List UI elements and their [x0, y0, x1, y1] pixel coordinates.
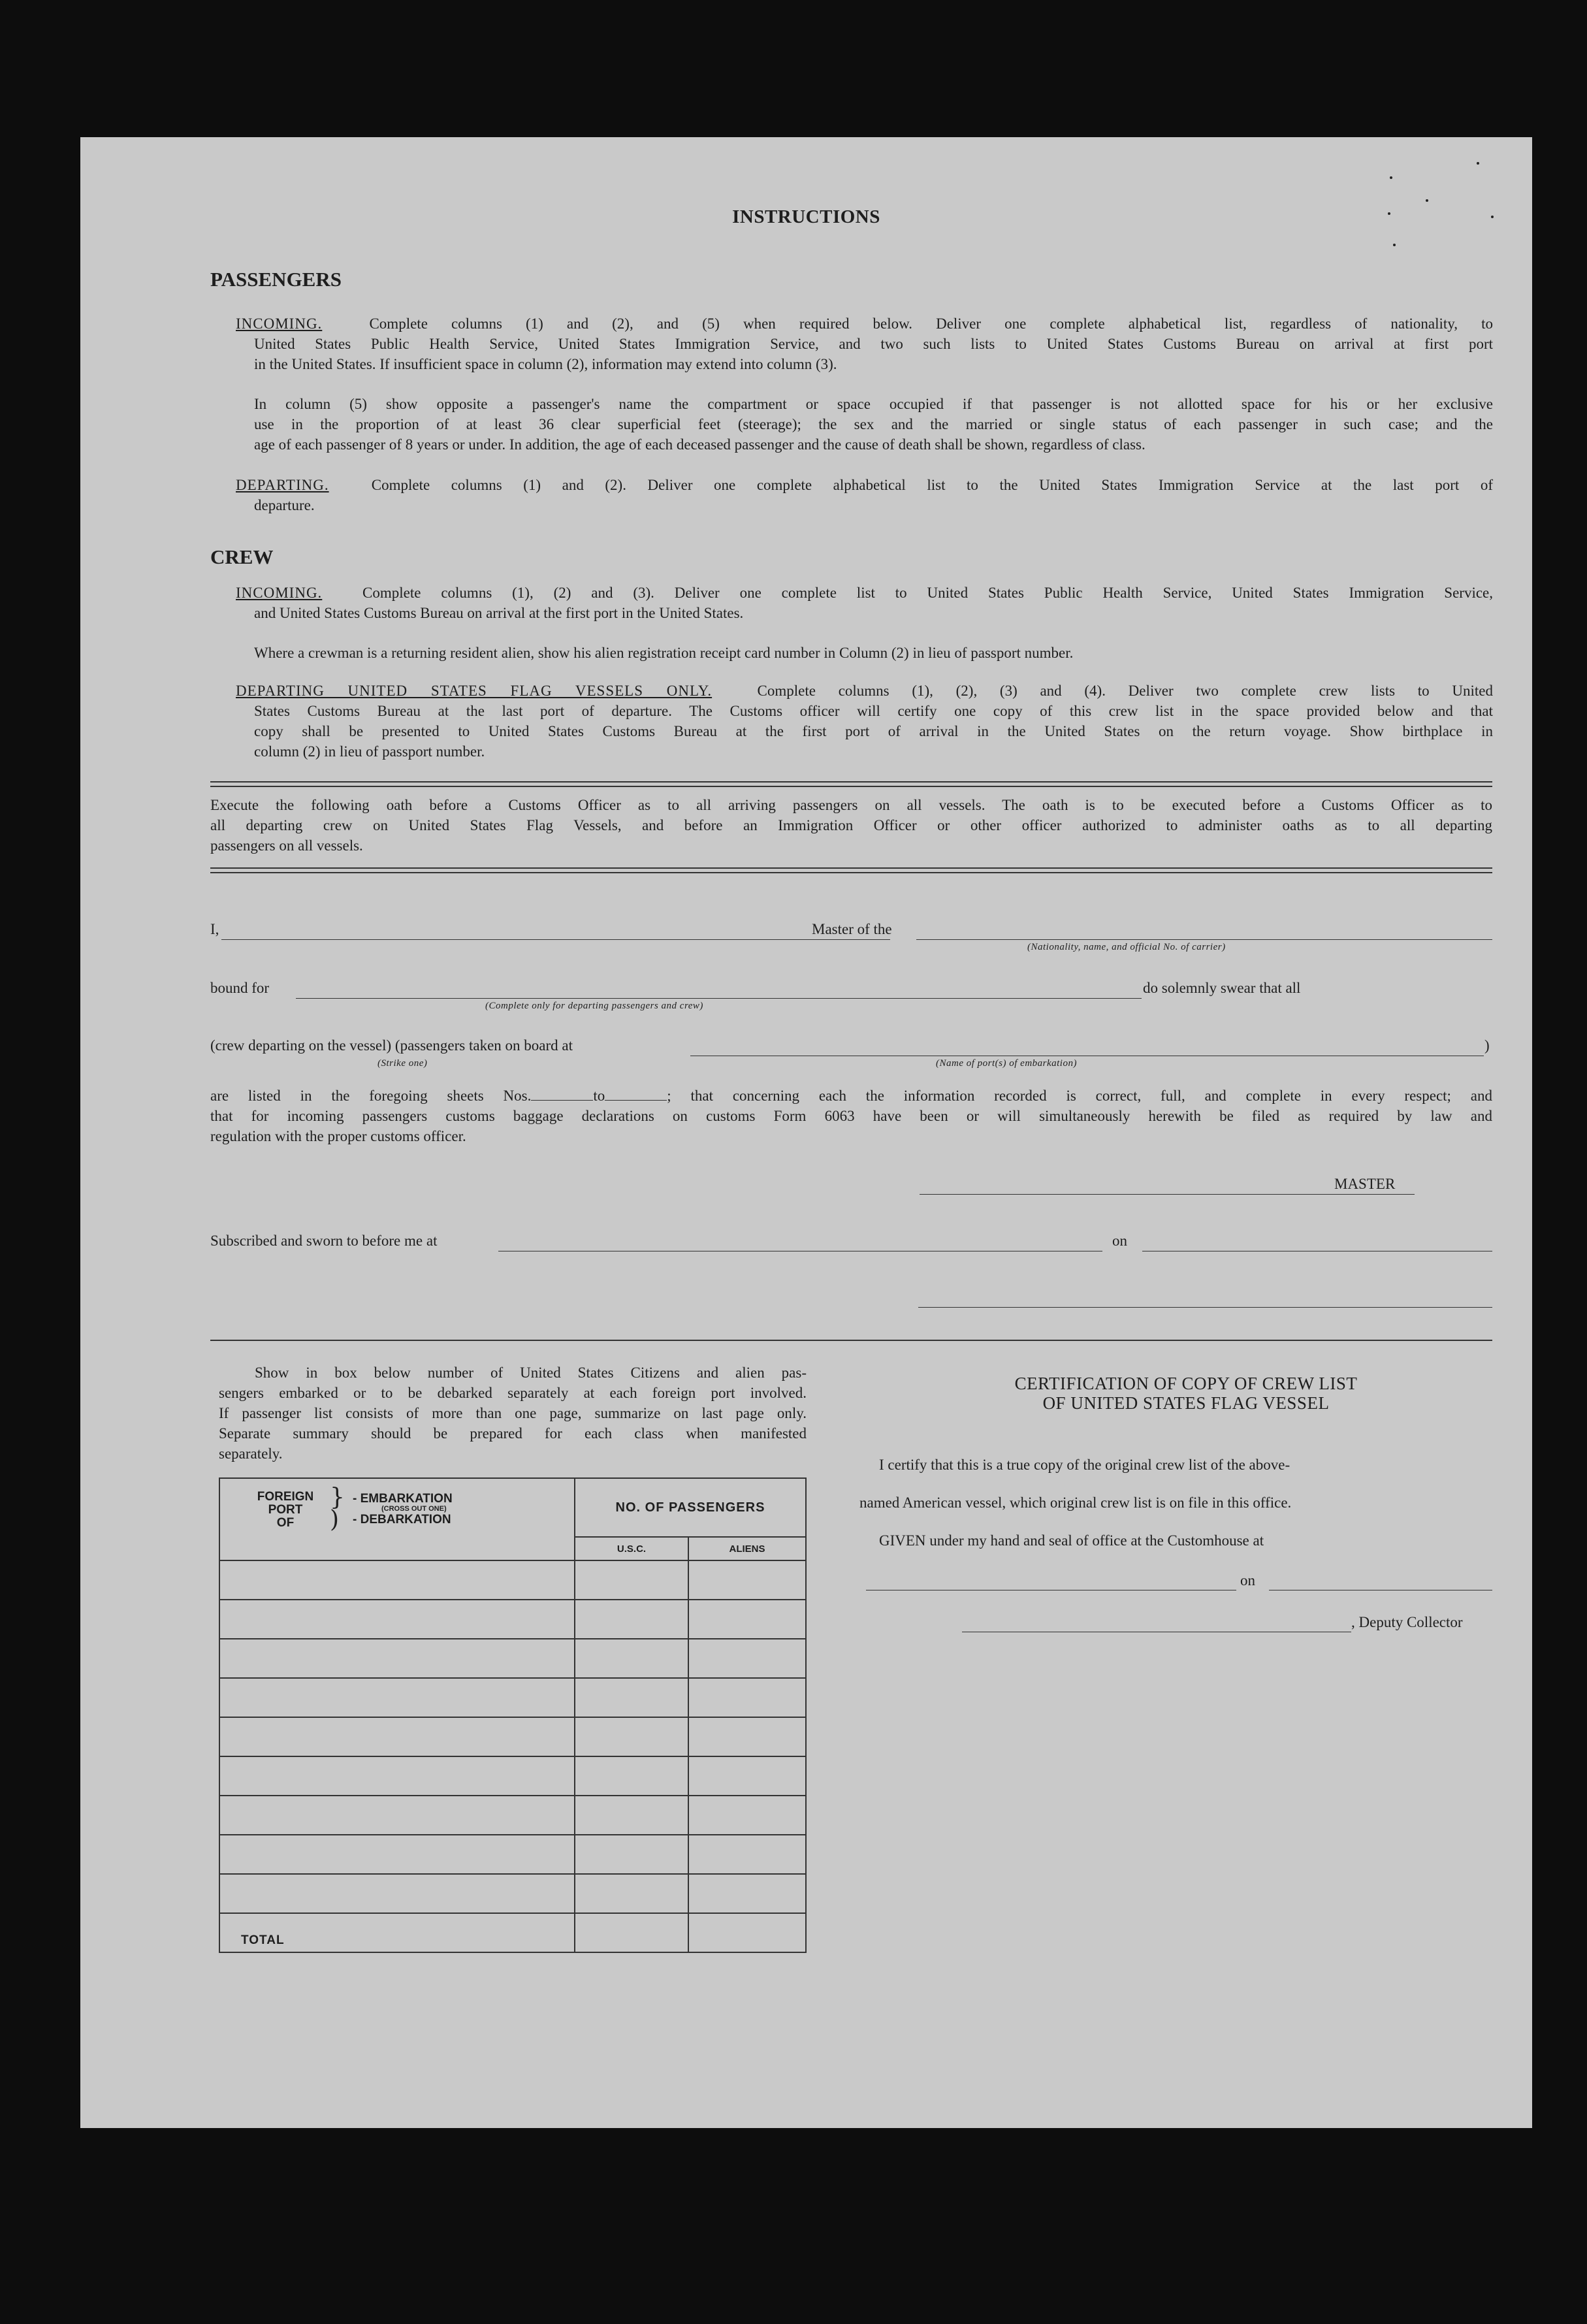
incoming-text-3: in the United States. If insufficient space in column (2), information may extend into column (3). — [254, 356, 837, 372]
table-row — [219, 1639, 806, 1678]
summary-text-4: Separate summary should be prepared for each class when manifested — [219, 1425, 807, 1442]
passengers-incoming-instructions — [236, 314, 1493, 374]
table-row — [219, 1874, 806, 1913]
embarkation-label: - EMBARKATION — [353, 1492, 453, 1506]
divider-oath-2 — [210, 872, 1492, 873]
master-of-label: Master of the — [812, 921, 892, 937]
aliens-cell[interactable] — [688, 1678, 806, 1717]
summary-text-1: Show in box below number of United States Citizens and alien pas- — [255, 1364, 807, 1381]
master-label: MASTER — [1334, 1176, 1396, 1192]
port-cell[interactable] — [219, 1560, 575, 1600]
incoming-text-1: Complete columns (1) and (2), and (5) when required below. Deliver one complete alphabetical list, regardless of nationality, to — [369, 315, 1494, 332]
passenger-summary-table — [219, 1477, 807, 1953]
departing-label: DEPARTING. — [236, 477, 329, 493]
sheets-to-label: to — [593, 1088, 605, 1104]
sheet-to-field[interactable] — [605, 1087, 667, 1101]
foreign-port-label-2: PORT — [268, 1503, 303, 1517]
incoming-label: INCOMING. — [236, 315, 323, 332]
oath-intro-3: passengers on all vessels. — [210, 837, 363, 854]
speck — [1390, 176, 1392, 179]
certification-on-label: on — [1240, 1572, 1255, 1589]
col5-text-3: age of each passenger of 8 years or under. In addition, the age of each deceased passenger and the cause of death shall be shown, regardless of class. — [254, 436, 1146, 453]
table-row — [219, 1756, 806, 1796]
sheets-label: are listed in the foregoing sheets Nos. — [210, 1088, 532, 1104]
no-passengers-header: NO. OF PASSENGERS — [575, 1478, 806, 1537]
aliens-cell[interactable] — [688, 1874, 806, 1913]
ports-caption: (Name of port(s) of embarkation) — [936, 1058, 1077, 1069]
port-cell[interactable] — [219, 1639, 575, 1678]
carrier-field[interactable] — [916, 939, 1492, 940]
aliens-cell[interactable] — [688, 1796, 806, 1835]
certify-text-1: I certify that this is a true copy of the original crew list of the above- — [879, 1457, 1290, 1473]
foreign-port-label-3: OF — [276, 1516, 295, 1530]
crew-departing-label: DEPARTING UNITED STATES FLAG VESSELS ONLY. — [236, 683, 713, 699]
summary-text-5: separately. — [219, 1445, 283, 1462]
speck — [1393, 244, 1396, 246]
divider-oath — [210, 867, 1492, 869]
total-row — [219, 1913, 806, 1952]
crew-incoming-text-2: and United States Customs Bureau on arrival at the first port in the United States. — [254, 605, 744, 621]
crew-heading: CREW — [210, 545, 274, 568]
table-row — [219, 1600, 806, 1639]
close-paren: ) — [1484, 1037, 1490, 1054]
incoming-text-2: United States Public Health Service, United States Immigration Service, and two such lists to United States Customs Bureau on arrival at first port — [254, 336, 1493, 352]
certify-text-2: named American vessel, which original crew list is on file in this office. — [859, 1494, 1292, 1511]
speck — [1426, 199, 1428, 202]
aliens-total-cell[interactable] — [688, 1913, 806, 1952]
oath-intro-2: all departing crew on United States Flag Vessels, and before an Immigration Officer or other officer authorized to administer oaths as to all departing — [210, 817, 1492, 833]
brace-icon: } ) — [330, 1484, 345, 1533]
table-row — [219, 1796, 806, 1835]
departing-text-2: departure. — [254, 497, 315, 513]
certification-title-2: OF UNITED STATES FLAG VESSEL — [1042, 1393, 1330, 1413]
crew-incoming-label: INCOMING. — [236, 585, 323, 601]
aliens-header: ALIENS — [688, 1537, 806, 1560]
aliens-cell[interactable] — [688, 1560, 806, 1600]
aliens-cell[interactable] — [688, 1717, 806, 1756]
usc-cell[interactable] — [575, 1835, 688, 1874]
summary-text-2: sengers embarked or to be debarked separately at each foreign port involved. — [219, 1385, 807, 1401]
aliens-cell[interactable] — [688, 1756, 806, 1796]
crew-departing-label-oath: (crew departing on the vessel) (passengers taken on board at — [210, 1037, 573, 1054]
swear-label: do solemnly swear that all — [1143, 980, 1301, 996]
divider-top-2 — [210, 786, 1492, 787]
page-title: INSTRUCTIONS — [732, 206, 880, 227]
divider-top — [210, 781, 1492, 783]
usc-total-cell[interactable] — [575, 1913, 688, 1952]
foreign-port-header — [219, 1478, 575, 1560]
column5-instructions — [254, 394, 1493, 455]
oath-intro-1: Execute the following oath before a Customs Officer as to all arriving passengers on all vessels. The oath is to be executed before a Customs Officer as to — [210, 797, 1492, 813]
certification-title — [859, 1374, 1513, 1413]
table-header-row — [219, 1478, 806, 1537]
alien-note: Where a crewman is a returning resident alien, show his alien registration receipt card number in Column (2) in lieu of passport number. — [254, 645, 1074, 661]
debarkation-label: - DEBARKATION — [353, 1513, 451, 1526]
usc-header: U.S.C. — [575, 1537, 688, 1560]
crew-departing-text-4: column (2) in lieu of passport number. — [254, 743, 485, 760]
bound-for-field[interactable] — [296, 998, 1142, 999]
col5-text-2: use in the proportion of at least 36 clear superficial feet (steerage); the sex and the married or single status of each passenger in such case; and the — [254, 416, 1493, 432]
bound-caption: (Complete only for departing passengers and crew) — [485, 1001, 703, 1011]
deputy-collector-label: , Deputy Collector — [1351, 1614, 1463, 1630]
total-label: TOTAL — [219, 1913, 575, 1952]
table-row — [219, 1717, 806, 1756]
col5-text-1: In column (5) show opposite a passenger's name the compartment or space occupied if that passenger is not allotted space for his or her exclusive — [254, 396, 1493, 412]
subscribed-label: Subscribed and sworn to before me at — [210, 1233, 438, 1249]
aliens-cell[interactable] — [688, 1639, 806, 1678]
officer-signature-field[interactable] — [918, 1307, 1492, 1308]
port-cell[interactable] — [219, 1600, 575, 1639]
usc-cell[interactable] — [575, 1639, 688, 1678]
aliens-cell[interactable] — [688, 1835, 806, 1874]
speck — [1388, 212, 1390, 215]
crew-incoming-instructions — [236, 583, 1493, 623]
usc-cell[interactable] — [575, 1756, 688, 1796]
passengers-heading: PASSENGERS — [210, 268, 342, 291]
port-cell[interactable] — [219, 1874, 575, 1913]
speck — [1477, 162, 1479, 165]
speck — [1491, 216, 1494, 218]
port-cell[interactable] — [219, 1756, 575, 1796]
usc-cell[interactable] — [575, 1560, 688, 1600]
summary-text-3: If passenger list consists of more than one page, summarize on last page only. — [219, 1405, 807, 1421]
table-row — [219, 1835, 806, 1874]
crew-incoming-text-1: Complete columns (1), (2) and (3). Deliver one complete list to United States Public Health Service, United States Immigration Service, — [362, 585, 1494, 601]
listed-text-3: regulation with the proper customs officer. — [210, 1128, 466, 1144]
port-cell[interactable] — [219, 1835, 575, 1874]
crew-departing-text-3: copy shall be presented to United States Customs Bureau at the first port of arrival in the United States on the return voyage. Show birthplace in — [254, 723, 1493, 739]
listed-text-2: that for incoming passengers customs baggage declarations on customs Form 6063 have been or will simultaneously herewith be filed as required by law and — [210, 1108, 1492, 1124]
master-signature-field[interactable] — [920, 1194, 1415, 1195]
departing-text-1: Complete columns (1) and (2). Deliver one complete alphabetical list to the United States Immigration Service at the last port of — [371, 477, 1494, 493]
oath-i-label: I, — [210, 921, 219, 937]
aliens-cell[interactable] — [688, 1600, 806, 1639]
cross-out-label: (CROSS OUT ONE) — [381, 1505, 447, 1513]
oath-listed-statement — [210, 1086, 1492, 1146]
bound-for-label: bound for — [210, 980, 270, 996]
master-name-field[interactable] — [221, 939, 890, 940]
crew-departing-text-2: States Customs Bureau at the last port of departure. The Customs officer will certify one copy of this crew list in the space provided below and that — [254, 703, 1493, 719]
certification-title-1: CERTIFICATION OF COPY OF CREW LIST — [1014, 1374, 1358, 1393]
usc-cell[interactable] — [575, 1874, 688, 1913]
usc-cell[interactable] — [575, 1796, 688, 1835]
port-cell[interactable] — [219, 1717, 575, 1756]
port-cell[interactable] — [219, 1796, 575, 1835]
port-cell[interactable] — [219, 1678, 575, 1717]
carrier-caption: (Nationality, name, and official No. of carrier) — [1027, 942, 1226, 952]
foreign-port-label-1: FOREIGN — [257, 1490, 314, 1504]
crew-departing-instructions — [236, 681, 1493, 762]
subscribed-on-label: on — [1112, 1233, 1127, 1249]
table-row — [219, 1560, 806, 1600]
passengers-departing-instructions — [236, 475, 1493, 515]
table-row — [219, 1678, 806, 1717]
given-text: GIVEN under my hand and seal of office at the Customhouse at — [879, 1532, 1264, 1549]
usc-cell[interactable] — [575, 1678, 688, 1717]
usc-cell[interactable] — [575, 1717, 688, 1756]
crew-departing-text-1: Complete columns (1), (2), (3) and (4). Deliver two complete crew lists to United — [757, 683, 1493, 699]
usc-cell[interactable] — [575, 1600, 688, 1639]
strike-caption: (Strike one) — [377, 1058, 428, 1069]
summary-instructions — [219, 1363, 807, 1464]
divider-lower — [210, 1340, 1492, 1341]
oath-intro — [210, 795, 1492, 856]
listed-text: ; that concerning each the information recorded is correct, full, and complete in every respect; and — [667, 1088, 1492, 1104]
form-sheet — [80, 137, 1532, 2128]
sheet-from-field[interactable] — [531, 1087, 593, 1101]
